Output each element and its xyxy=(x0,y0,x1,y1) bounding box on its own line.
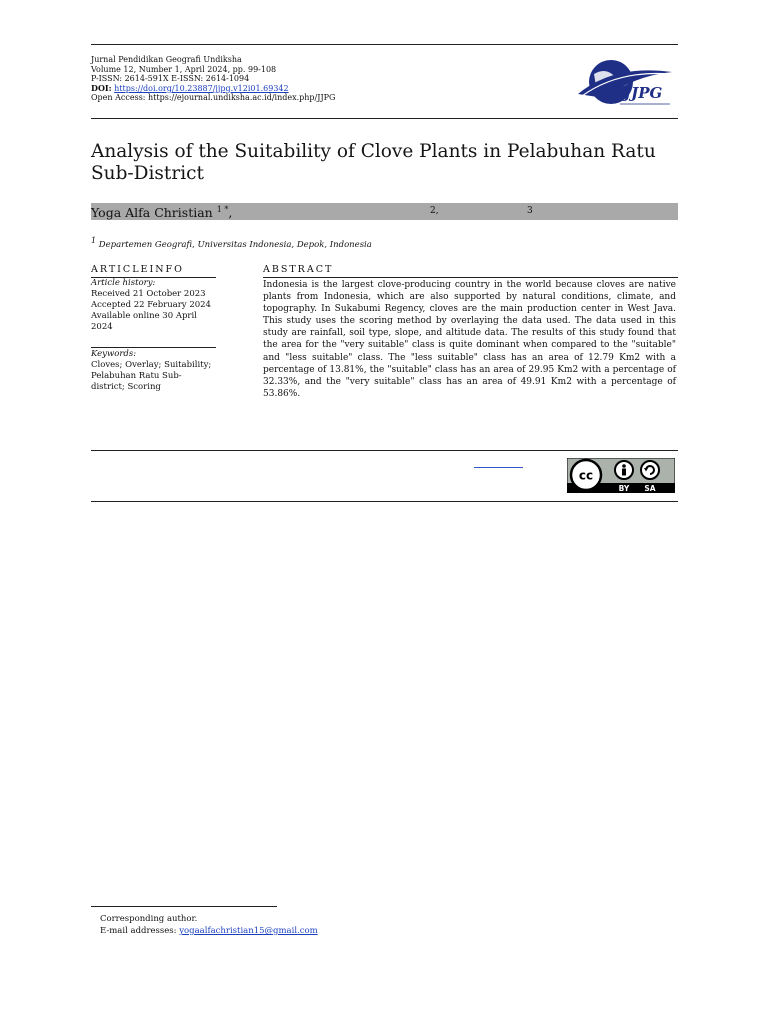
email-line xyxy=(100,925,318,937)
keywords-rule xyxy=(91,347,216,348)
email-label: E-mail addresses: xyxy=(100,926,180,936)
journal-volume: Volume 12, Number 1, April 2024, pp. 99-108 xyxy=(91,64,277,74)
corresponding-author: Corresponding author. xyxy=(100,914,198,924)
header-top-rule xyxy=(91,44,678,45)
available-date-line1: Available online 30 April xyxy=(91,311,197,321)
abstract-heading: ABSTRACT xyxy=(263,264,334,275)
header-bottom-rule xyxy=(91,118,678,119)
paper-title: Analysis of the Suitability of Clove Plants in Pelabuhan Ratu Sub-District xyxy=(91,141,656,184)
accepted-date: Accepted 22 February 2024 xyxy=(91,300,211,310)
article-info-heading: ARTICLEINFO xyxy=(91,264,184,275)
journal-doi xyxy=(91,84,335,94)
keywords-line2: Pelabuhan Ratu Sub- xyxy=(91,371,182,381)
author-superscript: 1 * xyxy=(216,205,229,214)
abstract-text: Indonesia is the largest clove-producing country in the world because cloves are native plants from Indonesia, which are also supported by natural conditions, climate, and topography. In Sukabumi Regency, cloves are the main production center in West Java. This study uses the scoring method by overlaying the data used. The data used in this study are rainfall, soil type, slope, and altitude data. The results of this study found that the area for the "very suitable" class is quite dominant when compared to the "suitable" and "less suitable" class. The "less suitable" class has an area of 12.79 Km2 with a percentage of 13.81%, the "suitable" class has an area of 29.95 Km2 with a percentage of 32.33%, and the "very suitable" class has an area of 49.91 Km2 with a percentage of 53.86%. xyxy=(263,280,676,399)
article-history xyxy=(91,278,221,333)
email-link[interactable]: yogaalfachristian15@gmail.com xyxy=(179,926,318,936)
footnote xyxy=(100,913,318,937)
author3-mark: 3 xyxy=(527,206,533,216)
cc-icon: cc xyxy=(578,468,594,483)
affiliation-text: Departemen Geografi, Universitas Indonesia, Depok, Indonesia xyxy=(98,239,372,250)
received-date: Received 21 October 2023 xyxy=(91,289,206,299)
journal-issn: P-ISSN: 2614-591X E-ISSN: 2614-1094 xyxy=(91,74,250,83)
footnote-rule xyxy=(91,906,277,907)
affiliation-superscript: 1 xyxy=(91,236,97,245)
journal-open-access: Open Access: https://ejournal.undiksha.ac.id/index.php/JJPG xyxy=(91,93,336,102)
available-date-line2: 2024 xyxy=(91,322,113,332)
keywords-label: Keywords: xyxy=(91,349,137,359)
license-top-rule xyxy=(91,450,678,451)
history-label: Article history: xyxy=(91,278,156,288)
logo-text: JJPG xyxy=(624,84,663,102)
doi-link[interactable]: https://doi.org/10.23887/jjpg.v12i01.69342 xyxy=(114,83,289,93)
keywords-line1: Cloves; Overlay; Suitability; xyxy=(91,360,212,370)
author-name: Yoga Alfa Christian xyxy=(91,205,213,221)
journal-name: Jurnal Pendidikan Geografi Undiksha xyxy=(91,55,242,64)
keywords xyxy=(91,349,221,393)
affiliation xyxy=(91,236,372,250)
abstract-rule xyxy=(263,277,678,278)
license-bottom-rule xyxy=(91,501,678,502)
license-link-underline[interactable] xyxy=(474,467,523,468)
doi-label: DOI: xyxy=(91,82,112,93)
author-line xyxy=(91,205,232,220)
author2-superscript: 2 xyxy=(430,206,436,216)
author2-separator: , xyxy=(435,206,439,216)
author-separator: , xyxy=(228,205,233,221)
keywords-line3: district; Scoring xyxy=(91,382,161,392)
journal-info xyxy=(91,55,335,103)
journal-logo xyxy=(574,54,675,110)
author2-mark xyxy=(430,206,439,216)
cc-by-sa-badge[interactable] xyxy=(567,458,675,493)
sa-label: SA xyxy=(644,484,656,493)
by-label: BY xyxy=(618,484,630,493)
